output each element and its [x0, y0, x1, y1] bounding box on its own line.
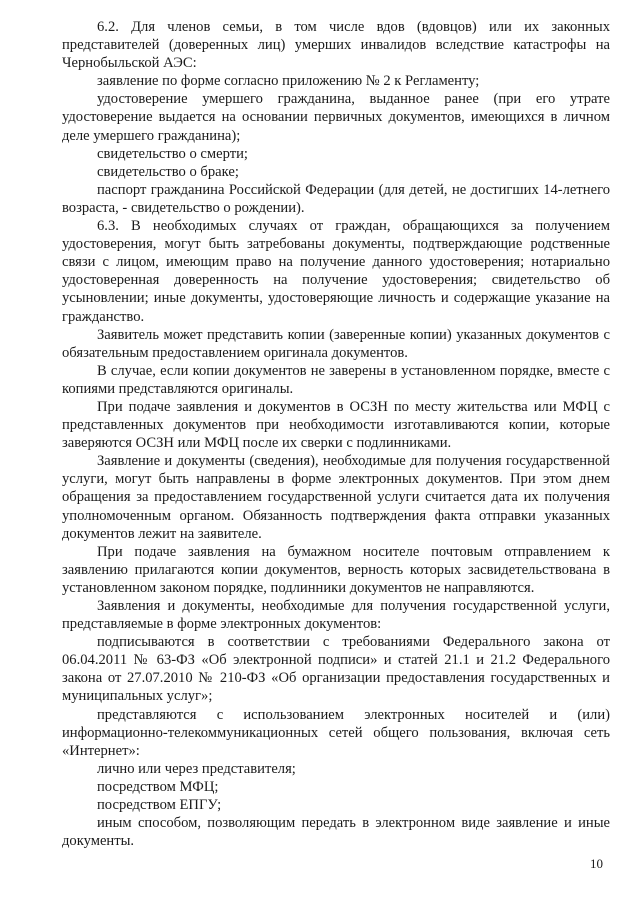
document-body — [62, 18, 610, 850]
paragraph: свидетельство о браке; — [97, 163, 239, 180]
paragraph: паспорт гражданина Российской Федерации (для детей, не достигших 14-летнего возраста, - свидетельство о рождении). — [62, 181, 610, 216]
paragraph: 6.2. Для членов семьи, в том числе вдов (вдовцов) или их законных представителей (доверенных лиц) умерших инвалидов вследствие катастрофы на Чернобыльской АЭС: — [62, 19, 610, 72]
paragraph: Заявление и документы (сведения), необходимые для получения государственной услуги, могут быть направлены в форме электронных документов. При этом днем обращения за предоставлением государственной услуги считается дата их получения уполномоченным органом. Обязанность подтверждения факта отправки указанных документов лежит на заявителе. — [62, 453, 610, 542]
paragraph: посредством ЕПГУ; — [97, 797, 222, 814]
paragraph: При подаче заявления на бумажном носителе почтовым отправлением к заявлению прилагаются копии документов, верность которых засвидетельствована в установленном законом порядке, подлинники документов не направляются. — [62, 543, 610, 596]
paragraph: Заявитель может представить копии (заверенные копии) указанных документов с обязательным предоставлением оригинала документов. — [62, 326, 610, 361]
paragraph: удостоверение умершего гражданина, выданное ранее (при его утрате удостоверение выдается на основании первичных документов, имеющихся в личном деле умершего гражданина); — [62, 91, 610, 144]
paragraph: Заявления и документы, необходимые для получения государственной услуги, представляемые в форме электронных документов: — [62, 598, 610, 633]
paragraph: подписываются в соответствии с требованиями Федерального закона от 06.04.2011 № 63-ФЗ «Об электронной подписи» и статей 21.1 и 21.2 Федерального закона от 27.07.2010 № 210-ФЗ «Об организации предоставления государственных и муниципальных услуг»; — [62, 634, 610, 705]
paragraph: В случае, если копии документов не заверены в установленном порядке, вместе с копиями представляются оригиналы. — [62, 362, 610, 397]
paragraph: представляются с использованием электронных носителей и (или) информационно-телекоммуникационных сетей общего пользования, включая сеть «Интернет»: — [62, 706, 610, 759]
paragraph: посредством МФЦ; — [97, 778, 219, 795]
page-number: 10 — [590, 856, 603, 871]
paragraph: лично или через представителя; — [97, 760, 296, 777]
paragraph: свидетельство о смерти; — [97, 145, 248, 162]
paragraph: 6.3. В необходимых случаях от граждан, обращающихся за получением удостоверения, могут быть затребованы документы, подтверждающие родственные связи с лицом, имеющим право на получение данного удостоверения; нотариально удостоверенная доверенность на получение удостоверения; свидетельство об усыновлении; иные документы, удостоверяющие личность и содержащие указание на гражданство. — [62, 218, 610, 325]
paragraph: При подаче заявления и документов в ОСЗН по месту жительства или МФЦ с представленных документов при необходимости изготавливаются копии, которые заверяются ОСЗН или МФЦ после их сверки с подлинниками. — [62, 398, 610, 452]
paragraph: иным способом, позволяющим передать в электронном виде заявление и иные документы. — [62, 815, 610, 850]
paragraph: заявление по форме согласно приложению № 2 к Регламенту; — [97, 73, 480, 90]
